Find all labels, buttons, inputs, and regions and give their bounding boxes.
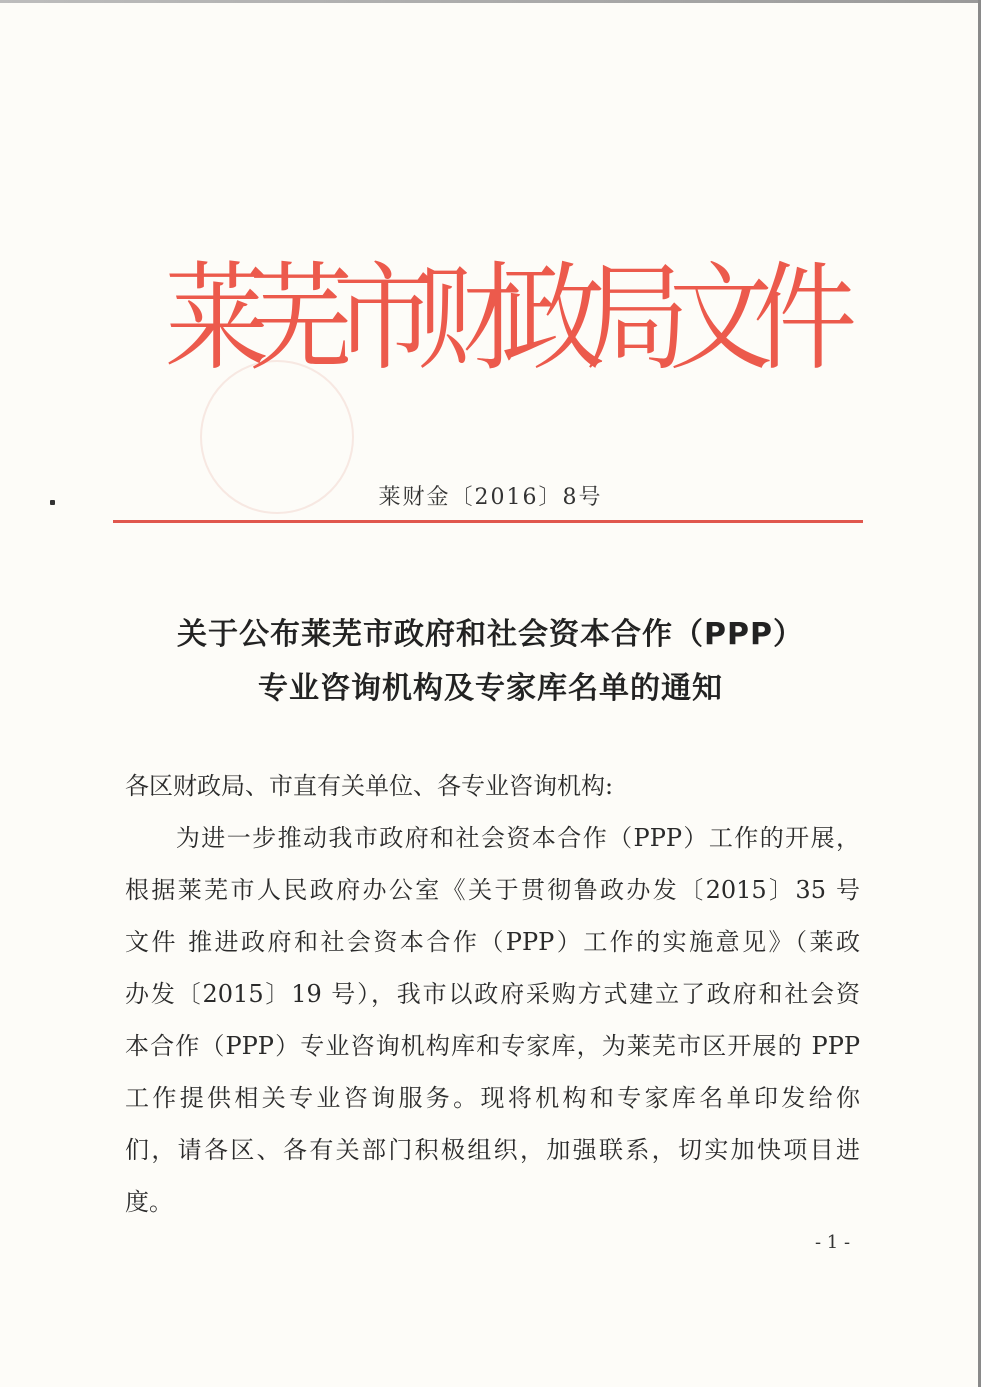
body-line: 工作提供相关专业咨询服务。现将机构和专家库名单印发给你: [125, 1084, 860, 1112]
salutation: 各区财政局、市直有关单位、各专业咨询机构:: [125, 772, 614, 800]
body-line: 本合作（PPP）专业咨询机构库和专家库，为莱芜市区开展的 PPP: [125, 1032, 860, 1060]
body-line: 度。: [125, 1188, 173, 1216]
body-line: 文件 推进政府和社会资本合作（PPP）工作的实施意见》（莱政: [125, 928, 860, 956]
notice-title-line-1: 关于公布莱芜市政府和社会资本合作（PPP）: [177, 617, 804, 652]
document-number: 莱财金〔2016〕8号: [378, 485, 603, 510]
body-line: 根据莱芜市人民政府办公室《关于贯彻鲁政办发〔2015〕35 号: [125, 876, 860, 904]
masthead-char: 件: [753, 249, 858, 387]
body-line: 们，请各区、各有关部门积极组织，加强联系，切实加快项目进: [125, 1136, 860, 1164]
scan-edge-top: [0, 0, 981, 3]
masthead-char: 芜: [249, 249, 354, 387]
red-divider-line: [113, 520, 863, 523]
masthead-char: 局: [585, 249, 690, 387]
body-line: 办发〔2015〕19 号），我市以政府采购方式建立了政府和社会资: [125, 980, 860, 1008]
document-masthead: [165, 240, 858, 397]
masthead-char: 文: [669, 249, 774, 387]
masthead-char: 莱: [165, 249, 270, 387]
masthead-char: 财: [417, 249, 522, 387]
masthead-char: 政: [501, 249, 606, 387]
page-number: - 1 -: [815, 1232, 851, 1253]
masthead-char: 市: [333, 249, 438, 387]
body-line: 为进一步推动我市政府和社会资本合作（PPP）工作的开展，: [125, 824, 860, 852]
notice-title-line-2: 专业咨询机构及专家库名单的通知: [258, 671, 723, 706]
